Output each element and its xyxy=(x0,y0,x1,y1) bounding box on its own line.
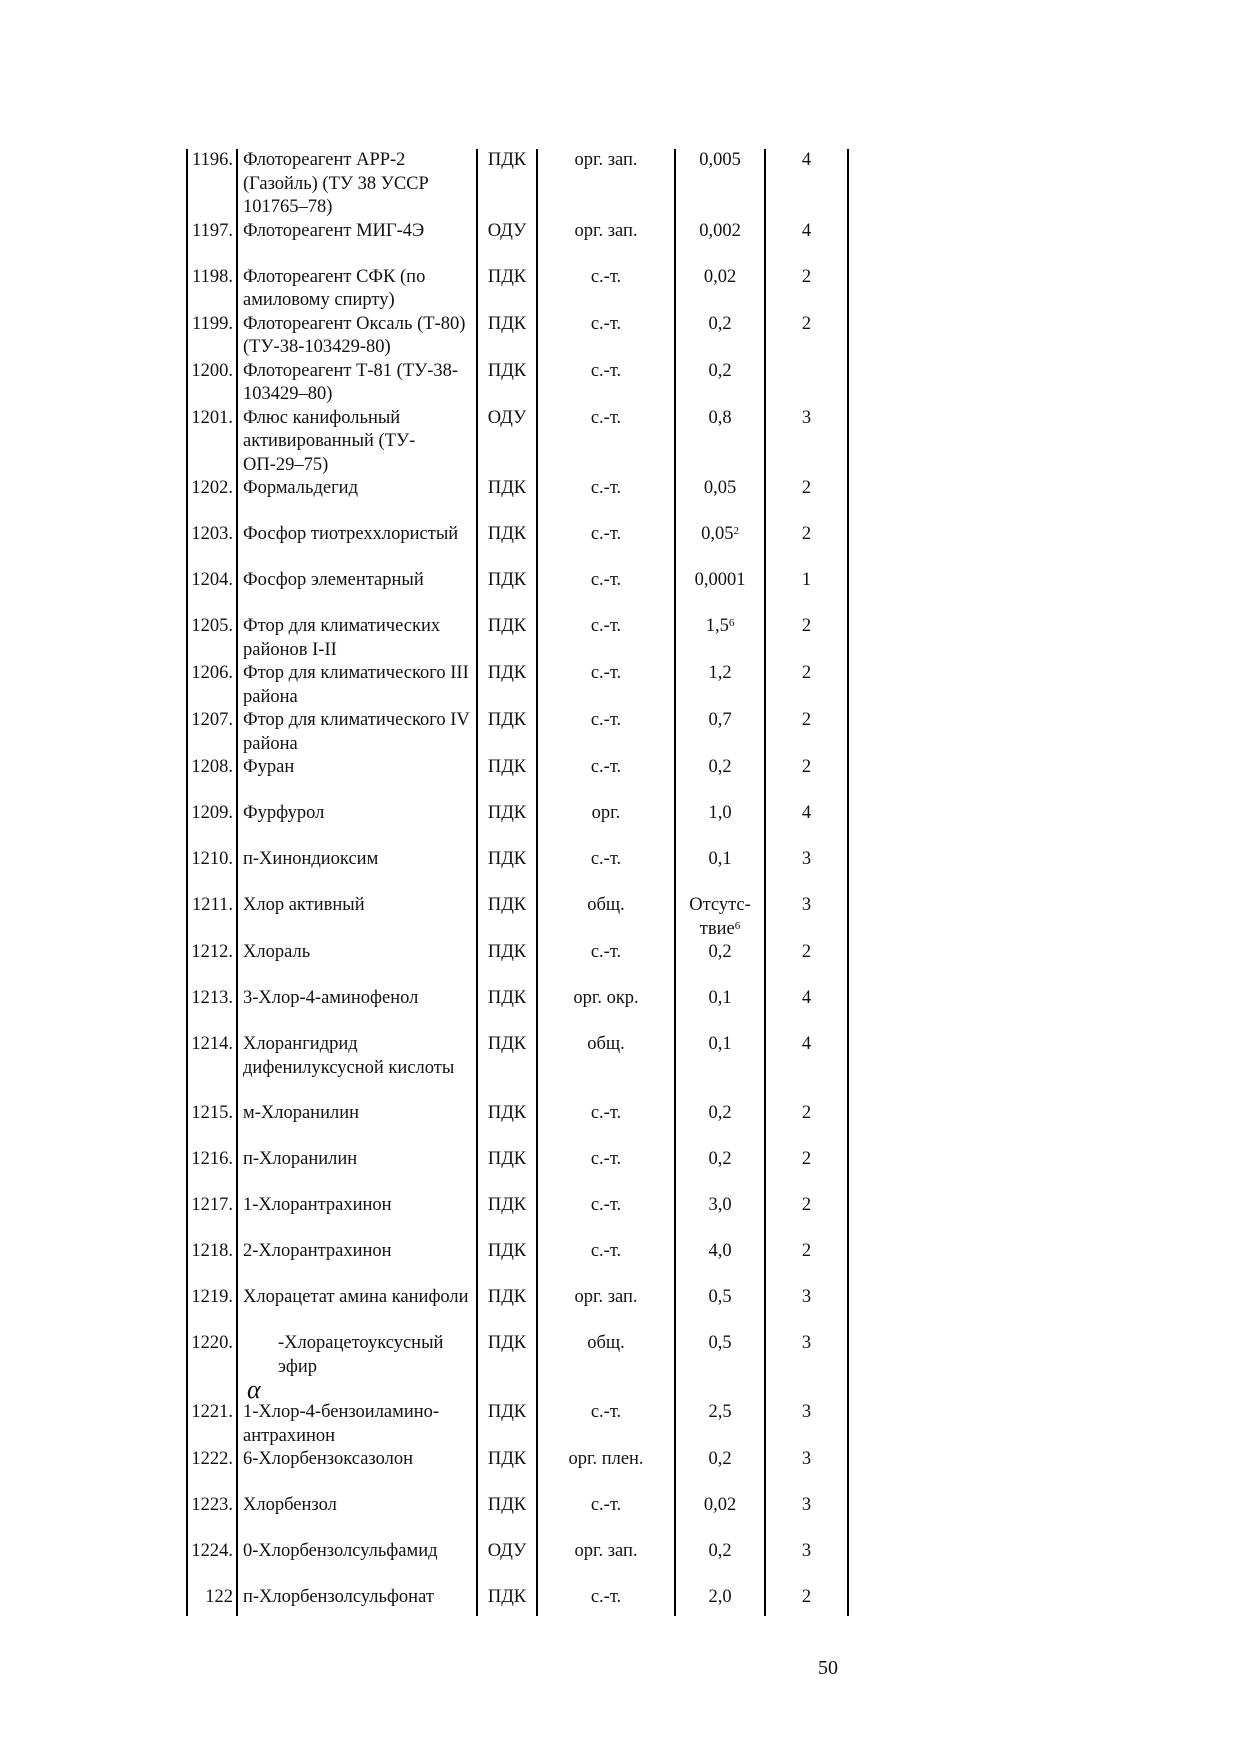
norm-type: ОДУ xyxy=(477,220,537,266)
norm-value-text: 1,0 xyxy=(708,803,732,823)
norm-value xyxy=(675,756,765,802)
table-row xyxy=(187,1102,848,1148)
table-row xyxy=(187,1194,848,1240)
norm-value-text: 4,0 xyxy=(708,1241,732,1261)
substance-name: п-Хинондиоксим xyxy=(237,848,477,894)
table-row xyxy=(187,1401,848,1448)
table-row xyxy=(187,1540,848,1586)
norm-value-text: 2,5 xyxy=(708,1402,732,1422)
norm-value xyxy=(675,1148,765,1194)
substance-name xyxy=(237,1332,477,1404)
hazard-sign: орг. xyxy=(537,802,675,848)
row-number: 1197. xyxy=(187,220,237,266)
row-number: 1196. xyxy=(187,149,237,220)
row-number: 1210. xyxy=(187,848,237,894)
norm-type: ПДК xyxy=(477,523,537,569)
table-row xyxy=(187,1286,848,1332)
norm-value-text: 0,1 xyxy=(708,988,732,1008)
norm-value xyxy=(675,894,765,941)
norm-type: ПДК xyxy=(477,266,537,313)
norm-type: ПДК xyxy=(477,1332,537,1401)
hazard-sign: с.-т. xyxy=(537,407,675,478)
substance-name: 3-Хлор-4-аминофенол xyxy=(237,987,477,1033)
hazard-sign: с.-т. xyxy=(537,313,675,360)
hazard-class: 2 xyxy=(765,313,848,360)
table-row xyxy=(187,615,848,662)
norm-type: ПДК xyxy=(477,802,537,848)
hazard-sign: с.-т. xyxy=(537,1494,675,1540)
hazard-class: 4 xyxy=(765,987,848,1033)
substance-name: Флотореагент СФК (по амиловому спирту) xyxy=(237,266,477,313)
hazard-sign: орг. зап. xyxy=(537,220,675,266)
hazard-class: 4 xyxy=(765,802,848,848)
table-row xyxy=(187,709,848,756)
hazard-sign: с.-т. xyxy=(537,477,675,523)
substance-name: Флотореагент Т-81 (ТУ-38-103429–80) xyxy=(237,360,477,407)
norm-value-text: 0,005 xyxy=(699,150,741,170)
norm-value-text: 0,2 xyxy=(708,1149,732,1169)
table-row xyxy=(187,1586,848,1616)
norm-value-text: 1,5 xyxy=(705,616,729,636)
norm-value-text: 2,0 xyxy=(708,1587,732,1607)
norm-value xyxy=(675,615,765,662)
norm-value xyxy=(675,987,765,1033)
norm-value-text: 0,02 xyxy=(703,266,737,287)
norm-value xyxy=(675,313,765,360)
hazard-class: 2 xyxy=(765,615,848,662)
norm-value xyxy=(675,523,765,569)
norm-type: ПДК xyxy=(477,360,537,407)
hazard-sign: с.-т. xyxy=(537,1102,675,1148)
norm-value-text: 0,7 xyxy=(708,710,732,730)
hazard-sign: орг. плен. xyxy=(537,1448,675,1494)
norm-type: ПДК xyxy=(477,313,537,360)
row-number: 1209. xyxy=(187,802,237,848)
norm-type: ОДУ xyxy=(477,1540,537,1586)
hazard-class: 2 xyxy=(765,1194,848,1240)
norm-value-text: 3,0 xyxy=(708,1195,732,1215)
table-row xyxy=(187,360,848,407)
row-number: 1221. xyxy=(187,1401,237,1448)
norm-type: ПДК xyxy=(477,894,537,941)
hazard-class: 3 xyxy=(765,1494,848,1540)
hazard-class: 4 xyxy=(765,220,848,266)
substance-name: Фуран xyxy=(237,756,477,802)
hazard-class: 3 xyxy=(765,894,848,941)
norm-type: ПДК xyxy=(477,848,537,894)
norm-type: ПДК xyxy=(477,756,537,802)
norm-type: ПДК xyxy=(477,941,537,987)
substance-name: Флотореагент Оксаль (Т-80) (ТУ-38-103429-80) xyxy=(237,313,477,360)
row-number: 1199. xyxy=(187,313,237,360)
footnote-mark: 2 xyxy=(733,525,739,537)
norm-value xyxy=(675,848,765,894)
norm-value xyxy=(675,1332,765,1401)
hazard-sign: с.-т. xyxy=(537,941,675,987)
norm-type: ПДК xyxy=(477,1148,537,1194)
hazard-sign: с.-т. xyxy=(537,709,675,756)
norm-value xyxy=(675,149,765,220)
table-row xyxy=(187,987,848,1033)
hazard-class: 2 xyxy=(765,756,848,802)
hazard-class: 3 xyxy=(765,1540,848,1586)
norm-value xyxy=(675,1286,765,1332)
table-row xyxy=(187,266,848,313)
row-number: 1206. xyxy=(187,662,237,709)
hazard-sign: с.-т. xyxy=(537,360,675,407)
norm-value-text: 0,2 xyxy=(708,1103,732,1123)
hazard-sign: общ. xyxy=(537,1332,675,1401)
norm-value xyxy=(675,1586,765,1616)
table-row xyxy=(187,662,848,709)
substance-name: Формальдегид xyxy=(237,477,477,523)
row-number: 1215. xyxy=(187,1102,237,1148)
hazard-class: 2 xyxy=(765,266,848,313)
substance-name: Флотореагент АРР-2 (Газойль) (ТУ 38 УССР 101765–78) xyxy=(237,149,477,220)
substance-name: Хлорацетат амина канифоли xyxy=(237,1286,477,1332)
norm-value-text: 0,2 xyxy=(708,757,732,777)
norm-value xyxy=(675,1401,765,1448)
row-number: 1220. xyxy=(187,1332,237,1401)
hazard-class: 3 xyxy=(765,407,848,478)
hazard-class: 2 xyxy=(765,1102,848,1148)
hazard-class: 2 xyxy=(765,523,848,569)
substances-table xyxy=(186,149,849,1616)
row-number: 1222. xyxy=(187,1448,237,1494)
norm-type: ПДК xyxy=(477,149,537,220)
norm-type: ПДК xyxy=(477,1586,537,1616)
norm-value-text: 0,02 xyxy=(703,1495,737,1515)
hazard-sign: с.-т. xyxy=(537,523,675,569)
hazard-sign: общ. xyxy=(537,1033,675,1102)
norm-type: ПДК xyxy=(477,1286,537,1332)
row-number: 1223. xyxy=(187,1494,237,1540)
page-number: 50 xyxy=(818,1657,838,1679)
norm-value xyxy=(675,1540,765,1586)
substance-name: 1-Хлор-4-бензоиламино-антрахинон xyxy=(237,1401,477,1448)
table-row xyxy=(187,569,848,615)
hazard-class: 2 xyxy=(765,941,848,987)
norm-type: ОДУ xyxy=(477,407,537,478)
norm-value xyxy=(675,1102,765,1148)
substance-name: Фтор для климатических районов I-II xyxy=(237,615,477,662)
norm-value-text: 0,2 xyxy=(708,1449,732,1469)
substance-name: 2-Хлорантрахинон xyxy=(237,1240,477,1286)
hazard-class: 2 xyxy=(765,1586,848,1616)
substance-name-text: -Хлорацетоуксусный эфир xyxy=(278,1333,444,1377)
hazard-sign: с.-т. xyxy=(537,615,675,662)
norm-value xyxy=(675,477,765,523)
norm-value-text: 0,5 xyxy=(708,1333,732,1353)
hazard-class: 2 xyxy=(765,709,848,756)
norm-type: ПДК xyxy=(477,987,537,1033)
hazard-class: 2 xyxy=(765,477,848,523)
row-number: 1198. xyxy=(187,266,237,313)
hazard-sign: с.-т. xyxy=(537,1401,675,1448)
substance-name: Хлорбензол xyxy=(237,1494,477,1540)
substance-name: Хлор активный xyxy=(237,894,477,941)
row-number: 1203. xyxy=(187,523,237,569)
norm-type: ПДК xyxy=(477,1401,537,1448)
table-row xyxy=(187,313,848,360)
substance-name: Фурфурол xyxy=(237,802,477,848)
substance-name: Флюс канифольный активированный (ТУ-ОП-29–75) xyxy=(237,407,477,478)
norm-value-text: 0,0001 xyxy=(694,570,746,590)
norm-value xyxy=(675,1033,765,1102)
hazard-sign: с.-т. xyxy=(537,1586,675,1616)
substance-name: Фтор для климатического III района xyxy=(237,662,477,709)
norm-value-text: 0,2 xyxy=(708,313,732,334)
norm-value-text: 0,2 xyxy=(708,1541,732,1561)
norm-value xyxy=(675,802,765,848)
norm-value xyxy=(675,1194,765,1240)
row-number: 1214. xyxy=(187,1033,237,1102)
norm-value xyxy=(675,220,765,266)
hazard-class: 1 xyxy=(765,569,848,615)
hazard-class: 3 xyxy=(765,1448,848,1494)
row-number: 1212. xyxy=(187,941,237,987)
hazard-class: 3 xyxy=(765,1332,848,1401)
substances-table-body xyxy=(187,149,848,1616)
norm-type: ПДК xyxy=(477,709,537,756)
footnote-mark: 6 xyxy=(734,919,741,932)
table-row xyxy=(187,407,848,478)
row-number: 122 xyxy=(187,1586,237,1616)
substance-name: Фтор для климатического IV района xyxy=(237,709,477,756)
table-row xyxy=(187,894,848,941)
hazard-sign: с.-т. xyxy=(537,662,675,709)
row-number: 1216. xyxy=(187,1148,237,1194)
row-number: 1201. xyxy=(187,407,237,478)
row-number: 1211. xyxy=(187,894,237,941)
norm-value xyxy=(675,1448,765,1494)
norm-type: ПДК xyxy=(477,1194,537,1240)
table-row xyxy=(187,941,848,987)
row-number: 1213. xyxy=(187,987,237,1033)
table-row xyxy=(187,1148,848,1194)
hazard-sign: с.-т. xyxy=(537,1148,675,1194)
hazard-sign: орг. зап. xyxy=(537,1286,675,1332)
norm-value-text: 0,05 xyxy=(701,524,734,544)
norm-value xyxy=(675,941,765,987)
table-row xyxy=(187,149,848,220)
hazard-class xyxy=(765,360,848,407)
norm-value xyxy=(675,709,765,756)
norm-value-text: 0,8 xyxy=(708,407,732,428)
table-row xyxy=(187,1448,848,1494)
substance-name: Хлораль xyxy=(237,941,477,987)
hazard-sign: орг. окр. xyxy=(537,987,675,1033)
hazard-class: 2 xyxy=(765,1240,848,1286)
hazard-sign: с.-т. xyxy=(537,1194,675,1240)
norm-value xyxy=(675,407,765,478)
table-row xyxy=(187,756,848,802)
norm-value xyxy=(675,1240,765,1286)
hazard-sign: орг. зап. xyxy=(537,1540,675,1586)
table-row xyxy=(187,523,848,569)
table-row xyxy=(187,802,848,848)
norm-type: ПДК xyxy=(477,1033,537,1102)
table-row xyxy=(187,1033,848,1102)
row-number: 1208. xyxy=(187,756,237,802)
row-number: 1204. xyxy=(187,569,237,615)
hazard-sign: с.-т. xyxy=(537,756,675,802)
hazard-class: 2 xyxy=(765,662,848,709)
hazard-class: 4 xyxy=(765,1033,848,1102)
norm-value xyxy=(675,1494,765,1540)
table-row xyxy=(187,1240,848,1286)
substance-name: 0-Хлорбензолсульфамид xyxy=(237,1540,477,1586)
hazard-sign: общ. xyxy=(537,894,675,941)
hazard-sign: с.-т. xyxy=(537,1240,675,1286)
substance-name: Фосфор элементарный xyxy=(237,569,477,615)
row-number: 1217. xyxy=(187,1194,237,1240)
norm-value-text: 0,2 xyxy=(708,942,732,962)
norm-value-text: 0,05 xyxy=(703,478,737,498)
norm-type: ПДК xyxy=(477,1494,537,1540)
hazard-sign: орг. зап. xyxy=(537,149,675,220)
hazard-sign: с.-т. xyxy=(537,569,675,615)
hazard-class: 3 xyxy=(765,1286,848,1332)
norm-value xyxy=(675,569,765,615)
hazard-class: 3 xyxy=(765,848,848,894)
table-row xyxy=(187,477,848,523)
norm-type: ПДК xyxy=(477,1102,537,1148)
norm-value xyxy=(675,266,765,313)
row-number: 1224. xyxy=(187,1540,237,1586)
hazard-sign: с.-т. xyxy=(537,266,675,313)
row-number: 1207. xyxy=(187,709,237,756)
norm-value-text: 1,2 xyxy=(708,663,732,683)
table-row xyxy=(187,1332,848,1401)
substance-name: 6-Хлорбензоксазолон xyxy=(237,1448,477,1494)
row-number: 1200. xyxy=(187,360,237,407)
row-number: 1202. xyxy=(187,477,237,523)
substance-name: 1-Хлорантрахинон xyxy=(237,1194,477,1240)
hazard-class: 2 xyxy=(765,1148,848,1194)
substance-name: Хлорангидрид дифенилуксусной кислоты xyxy=(237,1033,477,1102)
row-number: 1219. xyxy=(187,1286,237,1332)
norm-value-text: 0,5 xyxy=(708,1287,732,1307)
norm-type: ПДК xyxy=(477,615,537,662)
hazard-class: 3 xyxy=(765,1401,848,1448)
norm-value-text: Отсутс-твие xyxy=(689,895,751,939)
norm-value xyxy=(675,662,765,709)
norm-type: ПДК xyxy=(477,569,537,615)
row-number: 1218. xyxy=(187,1240,237,1286)
norm-value-text: 0,1 xyxy=(708,849,732,869)
alpha-symbol: α xyxy=(247,1375,261,1404)
table-row xyxy=(187,848,848,894)
norm-type: ПДК xyxy=(477,1448,537,1494)
norm-type: ПДК xyxy=(477,477,537,523)
table-row xyxy=(187,1494,848,1540)
substance-name: Флотореагент МИГ-4Э xyxy=(237,220,477,266)
substance-name: п-Хлоранилин xyxy=(237,1148,477,1194)
norm-value-text: 0,002 xyxy=(699,220,741,241)
norm-value-text: 0,2 xyxy=(708,360,732,381)
row-number: 1205. xyxy=(187,615,237,662)
table-row xyxy=(187,220,848,266)
substance-name: м-Хлоранилин xyxy=(237,1102,477,1148)
substance-name: п-Хлорбензолсульфонат xyxy=(237,1586,477,1616)
hazard-class: 4 xyxy=(765,149,848,220)
norm-type: ПДК xyxy=(477,662,537,709)
norm-value xyxy=(675,360,765,407)
substance-name: Фосфор тиотреххлористый xyxy=(237,523,477,569)
norm-type: ПДК xyxy=(477,1240,537,1286)
footnote-mark: 6 xyxy=(728,617,735,629)
hazard-sign: с.-т. xyxy=(537,848,675,894)
norm-value-text: 0,1 xyxy=(708,1034,732,1054)
